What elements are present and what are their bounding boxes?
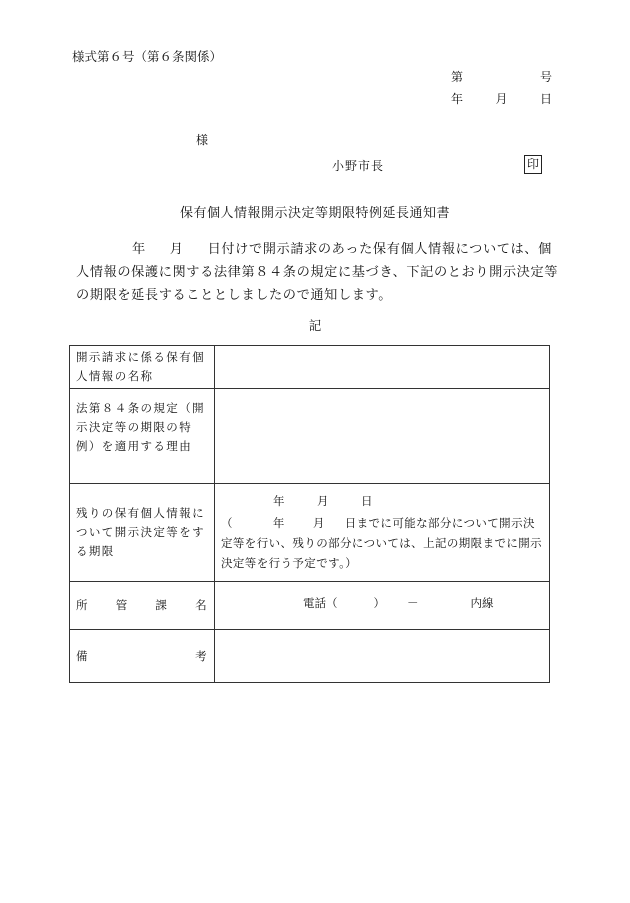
table-row xyxy=(70,630,550,683)
deadline-paren-year: 年 xyxy=(272,516,285,530)
number-dai: 第 xyxy=(451,70,464,84)
field-deadline[interactable] xyxy=(215,484,550,582)
label-department xyxy=(70,582,215,630)
ki-heading: 記 xyxy=(308,318,322,333)
issuer-name: 小野市長 xyxy=(332,159,385,173)
field-info-name[interactable] xyxy=(215,346,550,389)
body-paragraph xyxy=(76,238,560,307)
label-deadline: 残りの保有個人情報について開示決定等をする期限 xyxy=(70,484,215,582)
details-table xyxy=(69,345,550,683)
label-reason xyxy=(70,389,215,484)
date-day: 日 xyxy=(539,92,552,106)
addressee: 様 xyxy=(196,133,209,147)
date-year: 年 xyxy=(451,92,464,106)
label-char: 所 xyxy=(76,598,89,612)
deadline-day: 日 xyxy=(361,494,373,508)
label-char: 考 xyxy=(195,648,208,663)
form-number: 様式第６号（第６条関係） xyxy=(72,49,223,64)
body-month: 月 xyxy=(169,242,184,257)
field-reason[interactable] xyxy=(215,389,550,484)
field-remarks[interactable] xyxy=(215,630,550,683)
remarks-label-chars xyxy=(76,647,208,666)
table-row xyxy=(70,389,550,484)
deadline-year: 年 xyxy=(273,494,285,508)
table-row xyxy=(70,346,550,389)
deadline-date xyxy=(221,492,543,511)
phone-dash: － xyxy=(407,596,419,610)
label-char: 備 xyxy=(76,648,89,663)
field-department[interactable] xyxy=(215,582,550,630)
extension-label: 内線 xyxy=(470,596,494,610)
table-row xyxy=(70,484,550,582)
seal-mark: 印 xyxy=(524,155,542,174)
department-label-chars xyxy=(76,596,208,615)
number-go: 号 xyxy=(539,70,552,84)
deadline-note-text: 日までに可能な部分について開示決定等を行い、残りの部分については、上記の期限までに開示決定等を行う予定です。） xyxy=(221,516,543,570)
label-char: 課 xyxy=(155,598,169,612)
deadline-note xyxy=(221,513,543,573)
deadline-open-paren: （ xyxy=(221,516,233,530)
deadline-month: 月 xyxy=(317,494,329,508)
body-text: 日付けで開示請求のあった保有個人情報については、個人情報の保護に関する法律第８４条の規定に基づき、下記のとおり開示決定等の期限を延長することとしましたので通知します。 xyxy=(76,242,559,303)
deadline-paren-month: 月 xyxy=(312,516,325,530)
body-year: 年 xyxy=(132,242,146,257)
reason-label-text: 法第８４条の規定（開示決定等の期限の特例）を適用する理由 xyxy=(76,401,205,453)
label-char: 名 xyxy=(195,598,208,612)
label-char: 管 xyxy=(115,598,129,612)
document-date xyxy=(451,90,552,107)
phone-close: ） xyxy=(373,596,385,610)
date-month: 月 xyxy=(495,92,508,106)
document-title: 保有個人情報開示決定等期限特例延長通知書 xyxy=(179,206,450,221)
phone-line xyxy=(221,582,543,613)
label-remarks xyxy=(70,630,215,683)
phone-label: 電話（ xyxy=(303,596,338,610)
table-row xyxy=(70,582,550,630)
label-info-name: 開示請求に係る保有個人情報の名称 xyxy=(70,346,215,389)
document-number xyxy=(451,68,552,85)
